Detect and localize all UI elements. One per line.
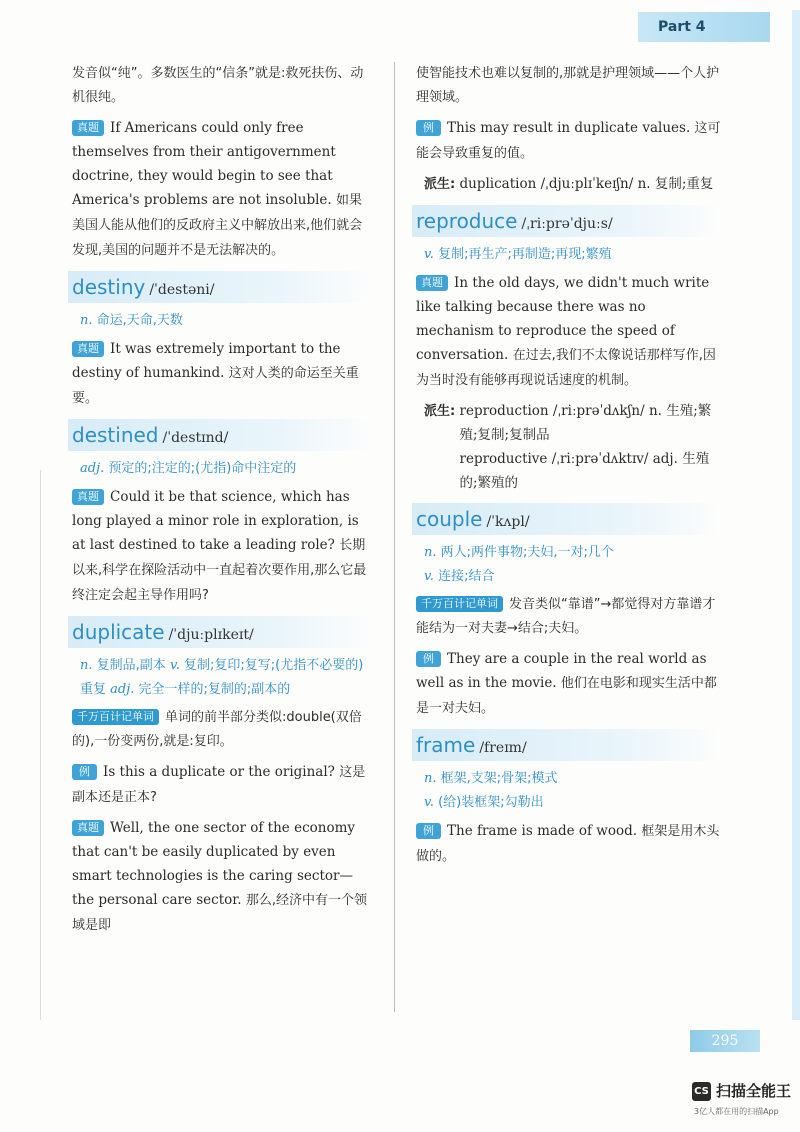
- tip-text: 单词的前半部分类似:double(双倍的),一份变两份,就是:复印。: [72, 710, 362, 749]
- example-en: Well, the one sector of the economy that can't be easily duplicated by even smart technologies is the caring sector—the personal care sector.: [72, 820, 356, 908]
- memory-tip: [416, 593, 722, 641]
- example-en: They are a couple in the real world as well as in the movie.: [416, 651, 707, 691]
- example-en: It was extremely important to the destiny of humankind.: [72, 341, 341, 381]
- example-cn: 他们在电影和现实生活中都是一对夫妇。: [416, 676, 717, 716]
- phonetic: /ˈdestəni/: [149, 282, 215, 298]
- definition-text: 复制;复印;复写;(尤指不必要的)重复: [80, 658, 364, 697]
- example-block: [72, 116, 372, 263]
- headword-bar-frame: [412, 729, 722, 761]
- example-cn: 这对人类的命运至关重要。: [72, 366, 359, 406]
- headword-bar-reproduce: [412, 205, 722, 237]
- example-block: [72, 816, 372, 938]
- headword-bar-destiny: [68, 271, 372, 303]
- example-cn: 在过去,我们不太像说话那样写作,因为当时没有能够再现说话速度的机制。: [416, 348, 716, 388]
- phonetic: /ˈkʌpl/: [486, 514, 530, 530]
- memory-tip: [72, 706, 372, 754]
- headword-bar-destined: [68, 419, 372, 451]
- pos-label: v.: [424, 795, 434, 810]
- pos-label: n.: [80, 313, 93, 328]
- definition: [72, 457, 372, 481]
- intro-text: 发音似“纯”。多数医生的“信条”就是:救死扶伤、动机很纯。: [72, 66, 364, 105]
- left-margin-rule: [40, 470, 41, 1020]
- definition: [72, 654, 372, 702]
- derivative-label: 派生:: [424, 177, 456, 192]
- definition-text: 框架,支架;骨架;模式: [440, 771, 558, 786]
- definition-text: 复制;再生产;再制造;再现;繁殖: [438, 247, 612, 262]
- left-column: [72, 62, 372, 944]
- definition-text: 完全一样的;复制的;副本的: [138, 682, 291, 697]
- example-block: [416, 647, 722, 721]
- headword: destined: [72, 423, 159, 447]
- column-divider: [394, 62, 395, 1012]
- headword-bar-couple: [412, 503, 722, 535]
- example-cn: 框架是用木头做的。: [416, 824, 720, 864]
- example-badge: 例: [416, 823, 441, 839]
- pos-label: n.: [424, 545, 437, 560]
- definition-text: 复制品,副本: [96, 658, 166, 673]
- example-cn: 这是副本还是正本?: [72, 765, 366, 805]
- tip-badge: 千万百计记单词: [72, 709, 159, 725]
- example-block: [416, 819, 722, 869]
- example-cn: 长期以来,科学在探险活动中一直起着次要作用,那么它最终注定会起主导作用吗?: [72, 538, 367, 603]
- continued-text: 使智能技术也难以复制的,那就是护理领域——个人护理领域。: [416, 66, 720, 105]
- example-en: This may result in duplicate values.: [447, 120, 691, 136]
- pos-label: v.: [424, 569, 434, 584]
- definition-text: 预定的;注定的;(尤指)命中注定的: [108, 461, 297, 476]
- exam-badge: 真题: [416, 275, 448, 291]
- phonetic: /ˌriːprəˈdjuːs/: [521, 216, 613, 232]
- phonetic: /freɪm/: [479, 740, 527, 756]
- derivative-text: duplication /ˌdjuːplɪˈkeɪʃn/ n. 复制;重复: [459, 176, 714, 192]
- headword: couple: [416, 507, 483, 531]
- exam-badge: 真题: [72, 341, 104, 357]
- derivative-label: 派生:: [424, 404, 456, 419]
- pos-label: n.: [424, 771, 437, 786]
- example-cn: 那么,经济中有一个领域是即: [72, 893, 367, 933]
- example-cn: 如果美国人能从他们的反政府主义中解放出来,他们就会发现,美国的问题并不是无法解决的。: [72, 193, 363, 258]
- derivative-list: [460, 399, 715, 495]
- example-en: The frame is made of wood.: [447, 823, 638, 839]
- example-cn: 这可能会导致重复的值。: [416, 121, 721, 161]
- example-en: In the old days, we didn't much write like talking because there was no mechanism to reproduce the speed of conversation.: [416, 275, 710, 363]
- tip-badge: 千万百计记单词: [416, 596, 503, 612]
- derivative-block: [416, 172, 722, 197]
- example-badge: 例: [416, 120, 441, 136]
- definition: [416, 767, 722, 815]
- scanner-logo-icon: CS: [692, 1082, 711, 1101]
- example-block: [72, 337, 372, 411]
- headword: reproduce: [416, 209, 518, 233]
- pos-label: adj.: [80, 461, 105, 476]
- example-block: [72, 760, 372, 810]
- page-edge-stripe: [792, 10, 800, 1020]
- example-block: [416, 116, 722, 166]
- example-en: Is this a duplicate or the original?: [103, 764, 335, 780]
- definition: [72, 309, 372, 333]
- example-en: Could it be that science, which has long played a minor role in exploration, is at last destined to take a leading role?: [72, 489, 359, 553]
- phonetic: /ˈdestɪnd/: [162, 430, 229, 446]
- headword: destiny: [72, 275, 146, 299]
- tip-text: 发音类似“靠谱”→都觉得对方靠谱才能结为一对夫妻→结合;夫妇。: [416, 597, 716, 636]
- definition-text: (给)装框架;勾勒出: [438, 795, 544, 810]
- headword: duplicate: [72, 620, 165, 644]
- headword-bar-duplicate: [68, 616, 372, 648]
- example-block: [416, 271, 722, 393]
- definition-text: 连接;结合: [438, 569, 495, 584]
- phonetic: /ˈdjuːplɪkeɪt/: [168, 627, 254, 643]
- pos-label: adj.: [110, 682, 135, 697]
- scanner-app-name: 扫描全能王: [716, 1082, 792, 1100]
- example-badge: 例: [416, 651, 441, 667]
- derivative-text: reproductive /ˌriːprəˈdʌktɪv/ adj. 生殖的;繁殖的: [459, 451, 710, 491]
- exam-badge: 真题: [72, 489, 104, 505]
- definition: [416, 243, 722, 267]
- example-en: If Americans could only free themselves from their antigovernment doctrine, they would begin to see that America's problems are not insoluble.: [72, 120, 336, 208]
- definition-text: 两人;两件事物;夫妇,一对;几个: [440, 545, 614, 560]
- example-block: [72, 485, 372, 608]
- headword: frame: [416, 733, 476, 757]
- pos-label: v.: [169, 658, 180, 673]
- pos-label: v.: [424, 247, 434, 262]
- derivative-block: [416, 399, 722, 495]
- right-column: [416, 62, 722, 875]
- pos-label: n.: [80, 658, 93, 673]
- exam-badge: 真题: [72, 820, 104, 836]
- part-tab: Part 4: [638, 12, 770, 42]
- exam-badge: 真题: [72, 120, 104, 136]
- derivative-text: reproduction /ˌriːprəˈdʌkʃn/ n. 生殖;繁殖;复制;复制品: [459, 403, 712, 443]
- page-number: 295: [690, 1030, 760, 1052]
- definition-text: 命运,天命,天数: [96, 313, 183, 328]
- definition: [416, 541, 722, 589]
- example-badge: 例: [72, 764, 97, 780]
- scanner-tagline: 3亿人都在用的扫描App: [694, 1107, 779, 1116]
